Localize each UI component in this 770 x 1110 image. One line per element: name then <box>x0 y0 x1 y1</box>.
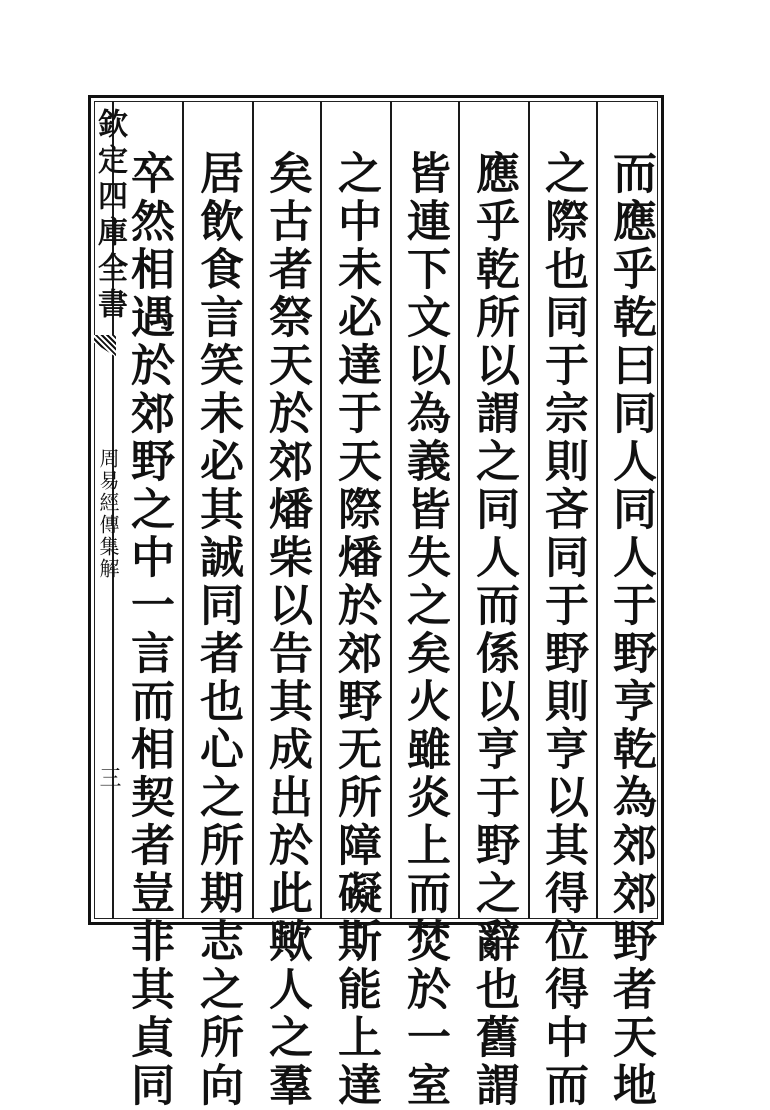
text-column-8: 卒然相遇於郊野之中一言而相契者豈非其貞同 <box>123 150 174 1110</box>
collection-title: 欽定四庫全書 <box>92 108 127 324</box>
column-rule <box>390 101 392 919</box>
column-rule <box>596 101 598 919</box>
text-column-1: 而應乎乾曰同人同人于野亨乾為郊郊野者天地 <box>605 150 656 1110</box>
text-column-6: 矣古者祭天於郊燔柴以告其成出於此歟人之羣 <box>261 150 312 1110</box>
text-column-5: 之中未必達于天際燔於郊野无所障礙斯能上達 <box>330 150 381 1110</box>
page-number: 三 <box>96 766 121 788</box>
column-rule <box>528 101 530 919</box>
text-column-2: 之際也同于宗則吝同于野則亨以其得位得中而 <box>537 150 588 1110</box>
text-column-4: 皆連下文以為義皆失之矣火雖炎上而焚於一室 <box>399 150 450 1110</box>
text-column-3: 應乎乾所以謂之同人而係以亨于野之辭也舊謂 <box>468 150 519 1110</box>
column-rule <box>320 101 322 919</box>
column-rule <box>458 101 460 919</box>
text-column-7: 居飲食言笑未必其誠同者也心之所期志之所向 <box>192 150 243 1110</box>
column-rule <box>182 101 184 919</box>
book-title: 周易經傳集解 <box>96 448 120 580</box>
column-rule <box>252 101 254 919</box>
